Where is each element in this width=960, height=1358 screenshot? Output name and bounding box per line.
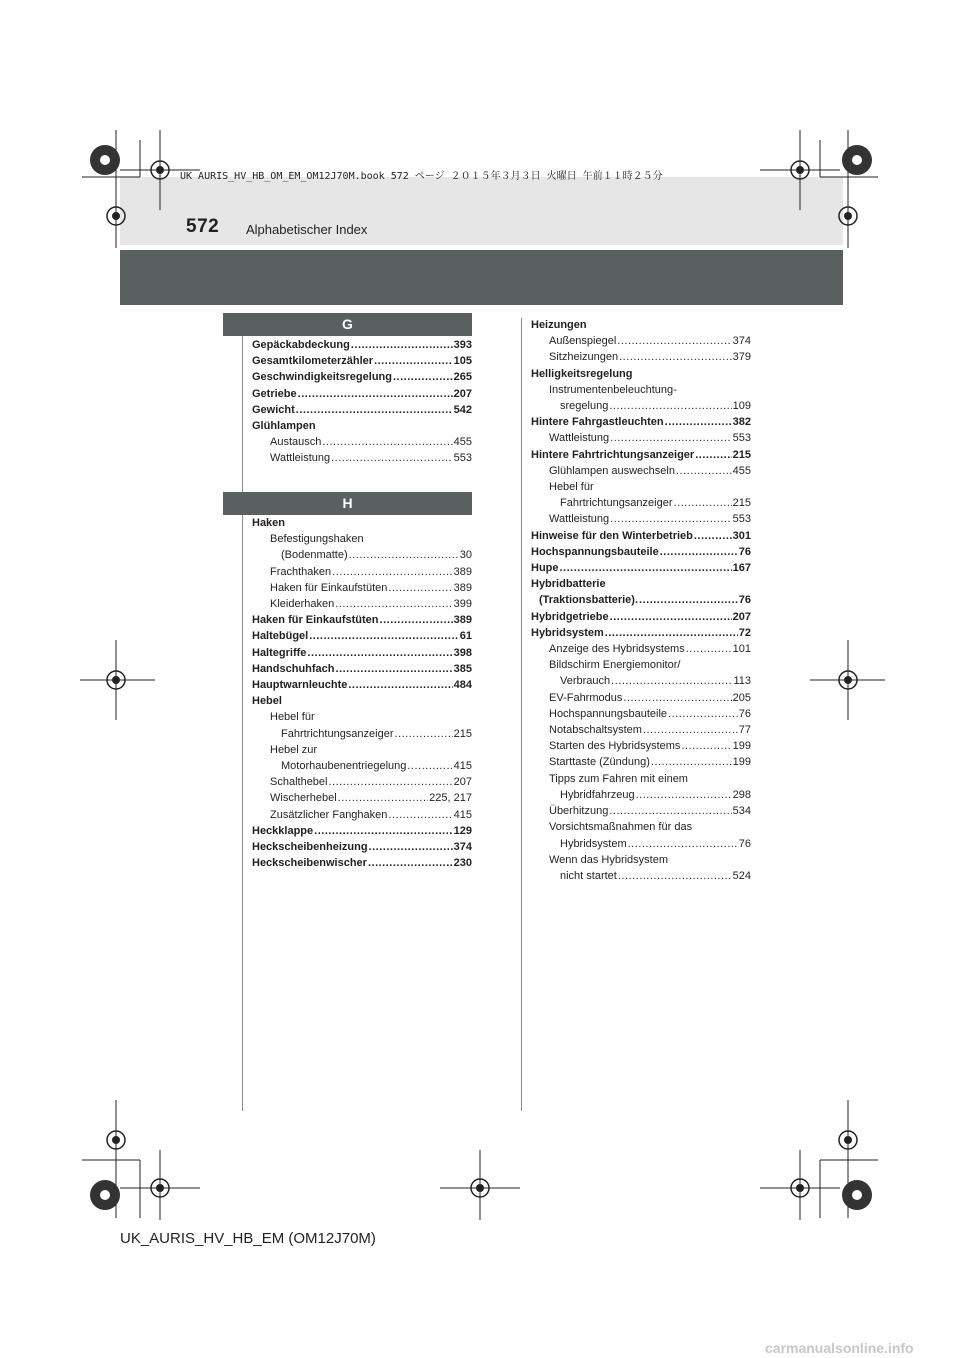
index-term: Motorhaubenentriegelung bbox=[281, 760, 407, 773]
index-term: Hybridsystem bbox=[560, 837, 627, 850]
index-page-ref[interactable]: 553 bbox=[453, 452, 472, 465]
index-term: Haken für Einkaufstüten bbox=[252, 614, 379, 627]
index-term: Wattleistung bbox=[270, 452, 331, 465]
index-page-ref[interactable]: 76 bbox=[738, 837, 751, 850]
index-term: Hochspannungsbauteile bbox=[549, 707, 668, 720]
index-term: Hybridsystem bbox=[531, 626, 604, 639]
index-term: Glühlampen bbox=[252, 420, 316, 433]
index-page-ref[interactable]: 109 bbox=[732, 400, 751, 413]
index-page-ref[interactable]: 298 bbox=[732, 788, 751, 801]
index-term: Heckscheibenwischer bbox=[252, 857, 367, 870]
index-term: Haltebügel bbox=[252, 630, 309, 643]
section-letter-g: G bbox=[223, 313, 472, 336]
index-page-ref[interactable]: 199 bbox=[732, 756, 751, 769]
index-page-ref[interactable]: 207 bbox=[453, 387, 472, 400]
index-term: Getriebe bbox=[252, 387, 297, 400]
index-term: Helligkeitsregelung bbox=[531, 367, 633, 380]
index-term: Austausch bbox=[270, 436, 322, 449]
index-page-ref[interactable]: 199 bbox=[732, 740, 751, 753]
index-page-ref[interactable]: 230 bbox=[453, 857, 472, 870]
index-term: Starten des Hybridsystems bbox=[549, 740, 681, 753]
index-page-ref[interactable]: 382 bbox=[732, 416, 751, 429]
index-page-ref[interactable]: 398 bbox=[453, 646, 472, 659]
index-term: sregelung bbox=[560, 400, 609, 413]
index-page-ref[interactable]: 542 bbox=[453, 403, 472, 416]
index-term: Heizungen bbox=[531, 319, 587, 331]
index-page-ref[interactable]: 129 bbox=[453, 824, 472, 837]
index-page-ref[interactable]: 534 bbox=[732, 805, 751, 818]
index-term: Hupe bbox=[531, 562, 559, 575]
watermark: carmanualsonline.info bbox=[765, 1340, 914, 1356]
index-term: Haken für Einkaufstüten bbox=[270, 581, 388, 594]
index-term: Gepäckabdeckung bbox=[252, 339, 350, 351]
index-term: Hinweise für den Winterbetrieb bbox=[531, 529, 693, 542]
index-term: Außenspiegel bbox=[549, 335, 617, 348]
page-title: Alphabetischer Index bbox=[246, 222, 368, 237]
index-term: Schalthebel bbox=[270, 776, 328, 789]
index-term: Geschwindigkeitsregelung bbox=[252, 371, 392, 384]
index-term: Überhitzung bbox=[549, 805, 609, 818]
index-page-ref[interactable]: 524 bbox=[732, 869, 751, 882]
index-term: Handschuhfach bbox=[252, 662, 335, 675]
footer-model: UK_AURIS_HV_HB_EM (OM12J70M) bbox=[120, 1230, 376, 1247]
index-term: Hebel für bbox=[549, 481, 594, 494]
index-page-ref[interactable]: 113 bbox=[733, 675, 751, 688]
section-letter-h: H bbox=[223, 492, 472, 515]
index-page-ref[interactable]: 415 bbox=[453, 808, 472, 821]
index-term: Haken bbox=[252, 517, 286, 529]
index-term: Glühlampen auswechseln bbox=[549, 464, 675, 477]
index-term: Instrumentenbeleuchtung- bbox=[549, 383, 677, 396]
index-page-ref[interactable]: 415 bbox=[453, 760, 472, 773]
index-term: Hauptwarnleuchte bbox=[252, 679, 348, 692]
index-page-ref[interactable]: 76 bbox=[738, 707, 751, 720]
index-page-ref[interactable]: 399 bbox=[453, 598, 472, 611]
index-page-ref[interactable]: 30 bbox=[459, 549, 472, 562]
index-term: Wenn das Hybridsystem bbox=[549, 853, 669, 866]
index-page-ref[interactable]: 225, 217 bbox=[429, 792, 472, 805]
index-term: Gesamtkilometerzähler bbox=[252, 355, 374, 368]
index-term: Wattleistung bbox=[549, 432, 610, 445]
index-page-ref[interactable]: 72 bbox=[738, 626, 751, 639]
index-page-ref[interactable]: 389 bbox=[453, 565, 472, 578]
index-page-ref[interactable]: 105 bbox=[453, 355, 472, 368]
index-page-ref[interactable]: 215 bbox=[732, 497, 751, 510]
index-term: nicht startet bbox=[560, 869, 617, 882]
index-term: Hybridfahrzeug bbox=[560, 788, 635, 801]
index-page-ref[interactable]: 484 bbox=[453, 679, 472, 692]
index-term: Frachthaken bbox=[270, 565, 332, 578]
index-page-ref[interactable]: 393 bbox=[453, 339, 472, 351]
index-term: (Bodenmatte) bbox=[281, 549, 348, 562]
index-term: Hybridgetriebe bbox=[531, 610, 609, 623]
index-term: Kleiderhaken bbox=[270, 598, 335, 611]
index-page-ref[interactable]: 379 bbox=[732, 351, 751, 364]
index-term: Hintere Fahrgastleuchten bbox=[531, 416, 664, 429]
index-term: Vorsichtsmaßnahmen für das bbox=[549, 821, 693, 834]
index-page-ref[interactable]: 553 bbox=[732, 432, 751, 445]
index-term: Notabschaltsystem bbox=[549, 724, 642, 737]
index-page-ref[interactable]: 385 bbox=[453, 662, 472, 675]
index-term: Tipps zum Fahren mit einem bbox=[549, 772, 688, 785]
index-page-ref[interactable]: 301 bbox=[732, 529, 751, 542]
index-page-ref[interactable]: 265 bbox=[453, 371, 472, 384]
book-info: UK AURIS_HV_HB_OM_EM_OM12J70M.book 572 ページ ２０１５年３月３日 火曜日 午前１１時２５分 bbox=[180, 171, 663, 182]
index-page-ref[interactable]: 61 bbox=[459, 630, 472, 643]
index-page-ref[interactable]: 455 bbox=[732, 464, 751, 477]
index-page-ref[interactable]: 455 bbox=[453, 436, 472, 449]
index-page-ref[interactable]: 207 bbox=[732, 610, 751, 623]
index-term: Hintere Fahrtrichtungsanzeiger bbox=[531, 448, 695, 461]
index-page-ref[interactable]: 374 bbox=[732, 335, 751, 348]
index-term: Fahrtrichtungsanzeiger bbox=[560, 497, 673, 510]
index-term: Hebel zur bbox=[270, 743, 318, 756]
index-page-ref[interactable]: 205 bbox=[732, 691, 751, 704]
index-page-ref[interactable]: 553 bbox=[732, 513, 751, 526]
index-term: Haltegriffe bbox=[252, 646, 307, 659]
index-page-ref[interactable]: 389 bbox=[453, 614, 472, 627]
index-term: Wattleistung bbox=[549, 513, 610, 526]
index-term: Hebel für bbox=[270, 711, 315, 724]
index-term: Befestigungshaken bbox=[270, 533, 364, 546]
index-page-ref[interactable]: 207 bbox=[453, 776, 472, 789]
index-page-ref[interactable]: 215 bbox=[453, 727, 472, 740]
index-term: Starttaste (Zündung) bbox=[549, 756, 650, 769]
index-term: Gewicht bbox=[252, 403, 295, 416]
index-term: Sitzheizungen bbox=[549, 351, 619, 364]
index-term: Heckscheibenheizung bbox=[252, 841, 368, 854]
index-term: Zusätzlicher Fanghaken bbox=[270, 808, 388, 821]
index-term: Heckklappe bbox=[252, 824, 314, 837]
index-page-ref[interactable]: 76 bbox=[738, 545, 751, 558]
index-term: Bildschirm Energiemonitor/ bbox=[549, 659, 681, 672]
index-term: Fahrtrichtungsanzeiger bbox=[281, 727, 394, 740]
index-term: Wischerhebel bbox=[270, 792, 337, 805]
index-term: Hochspannungsbauteile bbox=[531, 545, 659, 558]
index-page-ref[interactable]: 101 bbox=[732, 643, 751, 656]
index-term: Hybridbatterie bbox=[531, 578, 606, 591]
index-page-ref[interactable]: 167 bbox=[732, 562, 751, 575]
index-page-ref[interactable]: 389 bbox=[453, 581, 472, 594]
index-term: Hebel bbox=[252, 695, 282, 708]
index-term: (Traktionsbatterie). bbox=[539, 594, 639, 607]
index-page-ref[interactable]: 215 bbox=[732, 448, 751, 461]
index-term: EV-Fahrmodus bbox=[549, 691, 623, 704]
index-page-ref[interactable]: 77 bbox=[738, 724, 751, 737]
index-page-ref[interactable]: 374 bbox=[453, 841, 472, 854]
page-number: 572 bbox=[186, 216, 220, 237]
index-term: Verbrauch bbox=[560, 675, 611, 688]
index-page-ref[interactable]: 76 bbox=[738, 594, 751, 607]
index-term: Anzeige des Hybridsystems bbox=[549, 643, 685, 656]
